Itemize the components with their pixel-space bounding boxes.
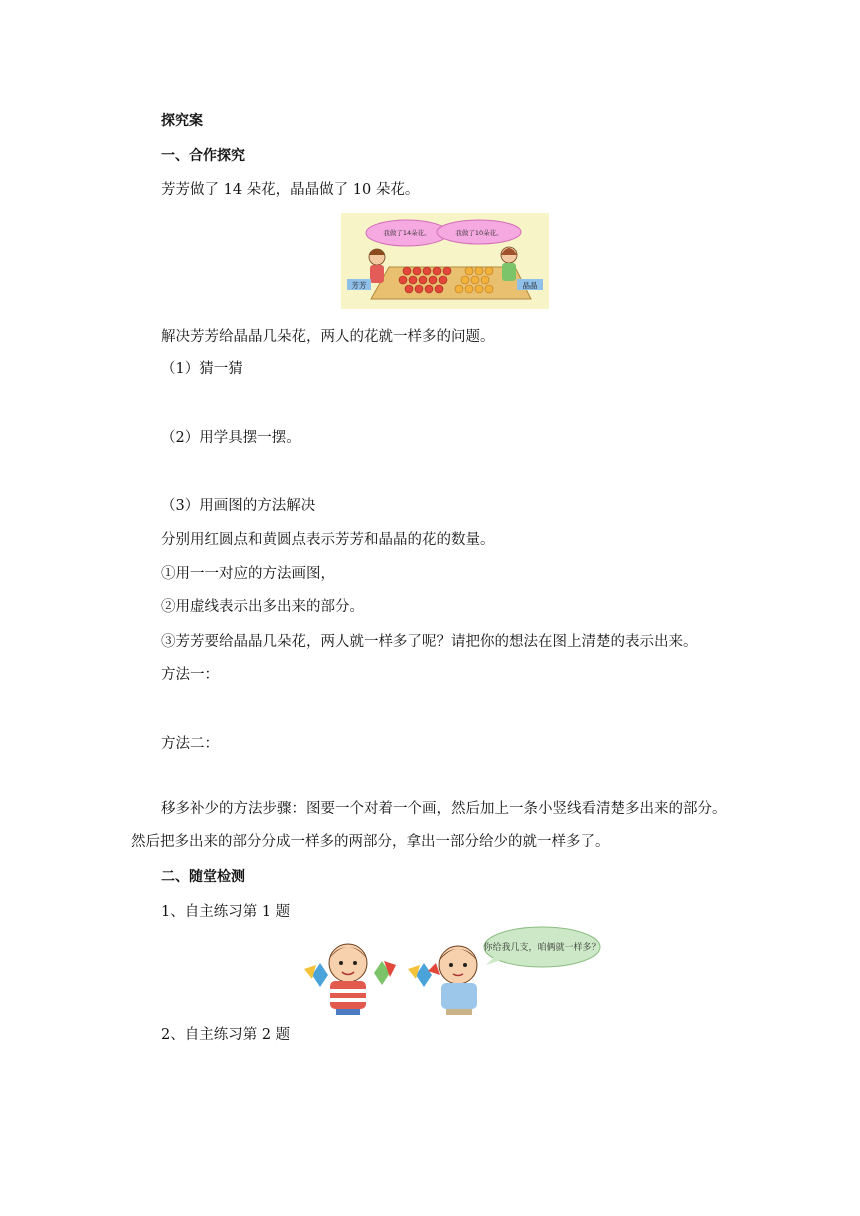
label-fangfang: 芳芳 <box>351 281 367 290</box>
boy-right <box>439 946 477 1015</box>
problem-text: 解决芳芳给晶晶几朵花，两人的花就一样多的问题。 <box>161 329 495 345</box>
summary-line2: 然后把多出来的部分分成一样多的两部分，拿出一部分给少的就一样多了。 <box>131 834 610 850</box>
method2-text: 方法二： <box>161 736 219 752</box>
step3-text: （3）用画图的方法解决 <box>161 498 316 514</box>
heading-tanjiu: 探究案 <box>161 113 203 129</box>
summary-line1: 移多补少的方法步骤：图要一个对着一个画，然后加上一条小竖线看清楚多出来的部分。 <box>161 801 727 817</box>
method1-text: 方法一： <box>161 667 219 683</box>
q2-text: 2、自主练习第 2 题 <box>161 1027 291 1043</box>
boy-left <box>329 944 367 1015</box>
step1-text: （1）猜一猜 <box>161 361 243 377</box>
speech-bubble-text: 你给我几支，咱俩就一样多？ <box>483 943 601 953</box>
q1-text: 1、自主练习第 1 题 <box>161 904 291 920</box>
step3-desc: 分别用红圆点和黄圆点表示芳芳和晶晶的花的数量。 <box>161 532 495 548</box>
label-jingjing: 晶晶 <box>522 281 538 290</box>
section1-title: 一、合作探究 <box>161 148 245 164</box>
sub2-text: ②用虚线表示出多出来的部分。 <box>161 599 364 615</box>
intro-text: 芳芳做了 14 朵花，晶晶做了 10 朵花。 <box>161 182 420 198</box>
step2-text: （2）用学具摆一摆。 <box>161 430 301 446</box>
bubble-right-text: 我做了10朵花。 <box>455 229 503 237</box>
section2-title: 二、随堂检测 <box>161 869 245 885</box>
red-flowers <box>399 267 451 293</box>
flowers-illustration <box>341 213 549 309</box>
pinwheel-boys-illustration <box>290 925 606 1015</box>
sub3-text: ③芳芳要给晶晶几朵花，两人就一样多了呢？请把你的想法在图上清楚的表示出来。 <box>161 634 698 650</box>
pinwheels-right <box>408 963 440 987</box>
bubble-left-text: 我做了14朵花。 <box>383 229 431 237</box>
sub1-text: ①用一一对应的方法画图， <box>161 566 335 582</box>
